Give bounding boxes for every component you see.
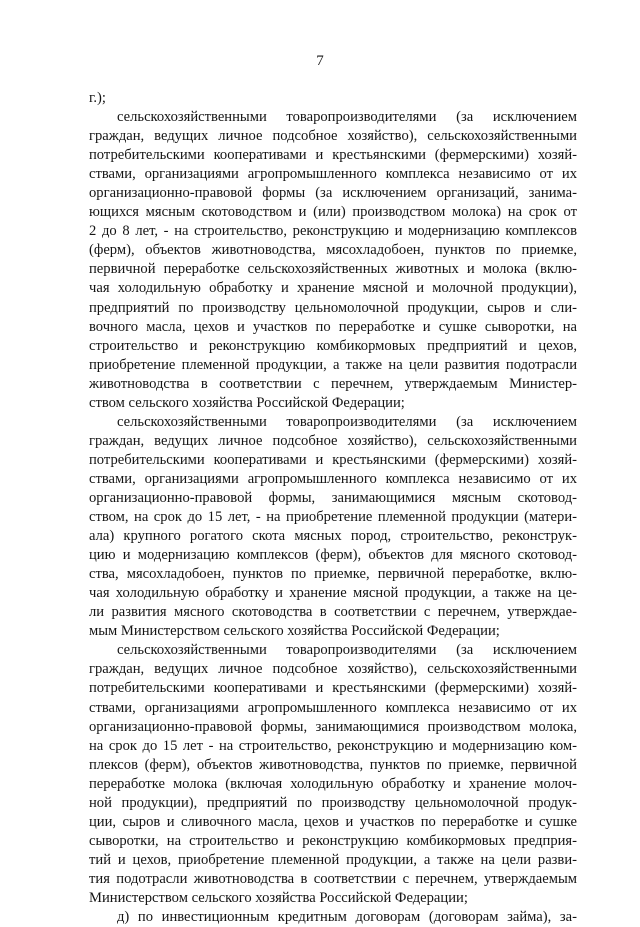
- text-line: предприятий по производству цельномолочной продукции, сыров и сли-: [89, 299, 577, 316]
- text-line: приобретение племенной продукции, а также на цели развития подотрасли: [89, 356, 577, 373]
- text-line: д) по инвестиционным кредитным договорам (договорам займа), за-: [117, 909, 577, 926]
- text-line: ством сельского хозяйства Российской Федерации;: [89, 394, 405, 411]
- text-line: граждан, ведущих личное подсобное хозяйство), сельскохозяйственными: [89, 432, 577, 449]
- text-line: ствами, организациями агропромышленного комплекса независимо от их: [89, 166, 577, 183]
- text-line: сельскохозяйственными товаропроизводителями (за исключением: [117, 642, 577, 659]
- text-line: мым Министерством сельского хозяйства Российской Федерации;: [89, 623, 500, 640]
- text-line: г.);: [89, 90, 106, 106]
- text-line: ства, мясохладобоен, пунктов по приемке, первичной переработке, вклю-: [89, 566, 577, 583]
- text-line: сельскохозяйственными товаропроизводителями (за исключением: [117, 413, 577, 430]
- text-line: ала) крупного рогатого скота мясных пород, строительство, реконструк-: [89, 528, 577, 545]
- text-line: ством, на срок до 15 лет, - на приобретение племенной продукции (матери-: [89, 509, 577, 526]
- text-line: тий и цехов, приобретение племенной продукции, а также на цели разви-: [89, 851, 577, 868]
- text-line: (ферм), объектов животноводства, мясохладобоен, пунктов по приемке,: [89, 242, 577, 259]
- text-line: потребительскими кооперативами и крестьянскими (фермерскими) хозяй-: [89, 680, 577, 697]
- text-line: ции, сыров и сливочного масла, цехов и участков по переработке и сушке: [89, 813, 577, 830]
- text-line: тия подотрасли животноводства в соответствии с перечнем, утверждаемым: [89, 870, 577, 887]
- text-line: организационно-правовой формы (за исключением организаций, занима-: [89, 185, 577, 202]
- text-line: Министерством сельского хозяйства Российской Федерации;: [89, 889, 468, 906]
- text-line: чая холодильную обработку и хранение мясной продукции, а также на це-: [89, 585, 577, 602]
- text-line: вочного масла, цехов и участков по переработке и сушке сыворотки, на: [89, 318, 577, 335]
- text-line: ной продукции), предприятий по производству цельномолочной продук-: [89, 794, 577, 811]
- text-line: первичной переработке сельскохозяйственных животных и молока (вклю-: [89, 261, 577, 278]
- text-line: чая холодильную обработку и хранение мясной и молочной продукции),: [89, 280, 577, 297]
- text-line: ющихся мясным скотоводством и (или) производством молока) на срок от: [89, 204, 577, 221]
- text-line: 2 до 8 лет, - на строительство, реконструкцию и модернизацию комплексов: [89, 223, 577, 240]
- text-line: сельскохозяйственными товаропроизводителями (за исключением: [117, 109, 577, 126]
- page-number: 7: [316, 53, 324, 69]
- document-body: [89, 89, 577, 927]
- text-line: потребительскими кооперативами и крестьянскими (фермерскими) хозяй-: [89, 147, 577, 164]
- text-line: граждан, ведущих личное подсобное хозяйство), сельскохозяйственными: [89, 128, 577, 145]
- text-line: ствами, организациями агропромышленного комплекса независимо от их: [89, 470, 577, 487]
- text-line: ли развития мясного скотоводства в соответствии с перечнем, утверждае-: [89, 604, 577, 621]
- text-line: граждан, ведущих личное подсобное хозяйство), сельскохозяйственными: [89, 661, 577, 678]
- text-line: потребительскими кооперативами и крестьянскими (фермерскими) хозяй-: [89, 451, 577, 468]
- text-line: животноводства в соответствии с перечнем, утверждаемым Министер-: [89, 375, 577, 392]
- text-line: переработке молока (включая холодильную обработку и хранение молоч-: [89, 775, 577, 792]
- text-line: на срок до 15 лет - на строительство, реконструкцию и модернизацию ком-: [89, 737, 577, 754]
- text-line: цию и модернизацию комплексов (ферм), объектов для мясного скотовод-: [89, 547, 577, 564]
- text-line: плексов (ферм), объектов животноводства, пунктов по приемке, первичной: [89, 756, 577, 773]
- text-line: организационно-правовой формы, занимающимися производством молока,: [89, 718, 577, 735]
- text-line: ствами, организациями агропромышленного комплекса независимо от их: [89, 699, 577, 716]
- text-line: сыворотки, на строительство и реконструкцию комбикормовых предприя-: [89, 832, 577, 849]
- text-line: организационно-правовой формы, занимающимися мясным скотовод-: [89, 489, 577, 506]
- text-line: строительство и реконструкцию комбикормовых предприятий и цехов,: [89, 337, 577, 354]
